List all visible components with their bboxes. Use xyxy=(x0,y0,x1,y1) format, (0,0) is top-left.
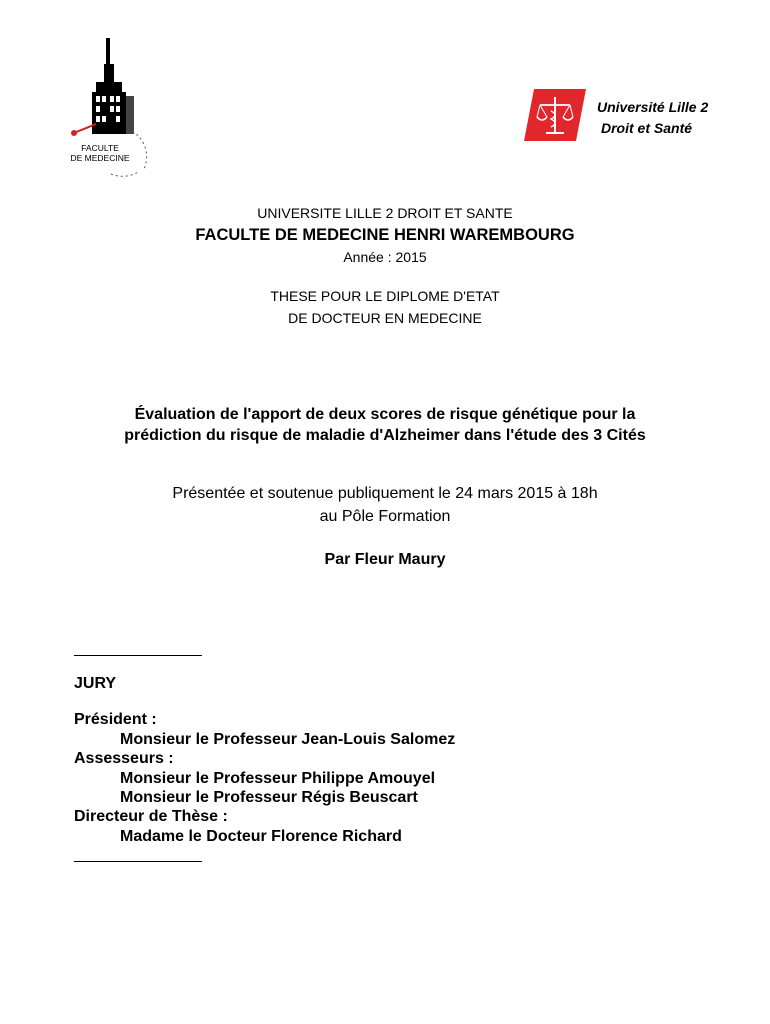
university-name: Université Lille 2 xyxy=(597,99,709,115)
thesis-title xyxy=(0,404,770,446)
assessor-2: Monsieur le Professeur Régis Beuscart xyxy=(120,789,418,806)
divider-top xyxy=(74,655,202,656)
director-name: Madame le Docteur Florence Richard xyxy=(120,828,402,845)
assessor-1: Monsieur le Professeur Philippe Amouyel xyxy=(120,770,436,787)
assessors-label: Assesseurs : xyxy=(74,750,174,767)
thesis-type-line-1: THESE POUR LE DIPLOME D'ETAT xyxy=(270,288,500,304)
director-label: Directeur de Thèse : xyxy=(74,808,228,825)
university-heading: UNIVERSITE LILLE 2 DROIT ET SANTE xyxy=(257,205,513,221)
faculty-logo xyxy=(66,34,161,179)
divider-bottom xyxy=(74,861,202,862)
university-logo xyxy=(524,89,586,141)
university-subtitle: Droit et Santé xyxy=(601,120,693,136)
presentation-line-2: au Pôle Formation xyxy=(319,508,451,525)
jury-heading: JURY xyxy=(74,675,117,692)
scales-of-justice-icon xyxy=(524,89,586,141)
year-line: Année : 2015 xyxy=(343,249,427,265)
logo-text-1: FACULTE xyxy=(81,143,119,153)
faculty-building-icon xyxy=(66,34,161,179)
thesis-title-line-1: Évaluation de l'apport de deux scores de risque génétique pour la xyxy=(134,406,636,423)
author-line: Par Fleur Maury xyxy=(324,551,446,568)
president-name: Monsieur le Professeur Jean-Louis Salomez xyxy=(120,731,456,748)
thesis-type-line-2: DE DOCTEUR EN MEDECINE xyxy=(288,310,482,326)
presentation-line-1: Présentée et soutenue publiquement le 24 mars 2015 à 18h xyxy=(172,485,598,502)
logo-text-2: DE MEDECINE xyxy=(70,153,130,163)
president-label: Président : xyxy=(74,711,157,728)
thesis-title-line-2: prédiction du risque de maladie d'Alzheimer dans l'étude des 3 Cités xyxy=(124,427,646,444)
faculty-heading: FACULTE DE MEDECINE HENRI WAREMBOURG xyxy=(195,226,575,244)
